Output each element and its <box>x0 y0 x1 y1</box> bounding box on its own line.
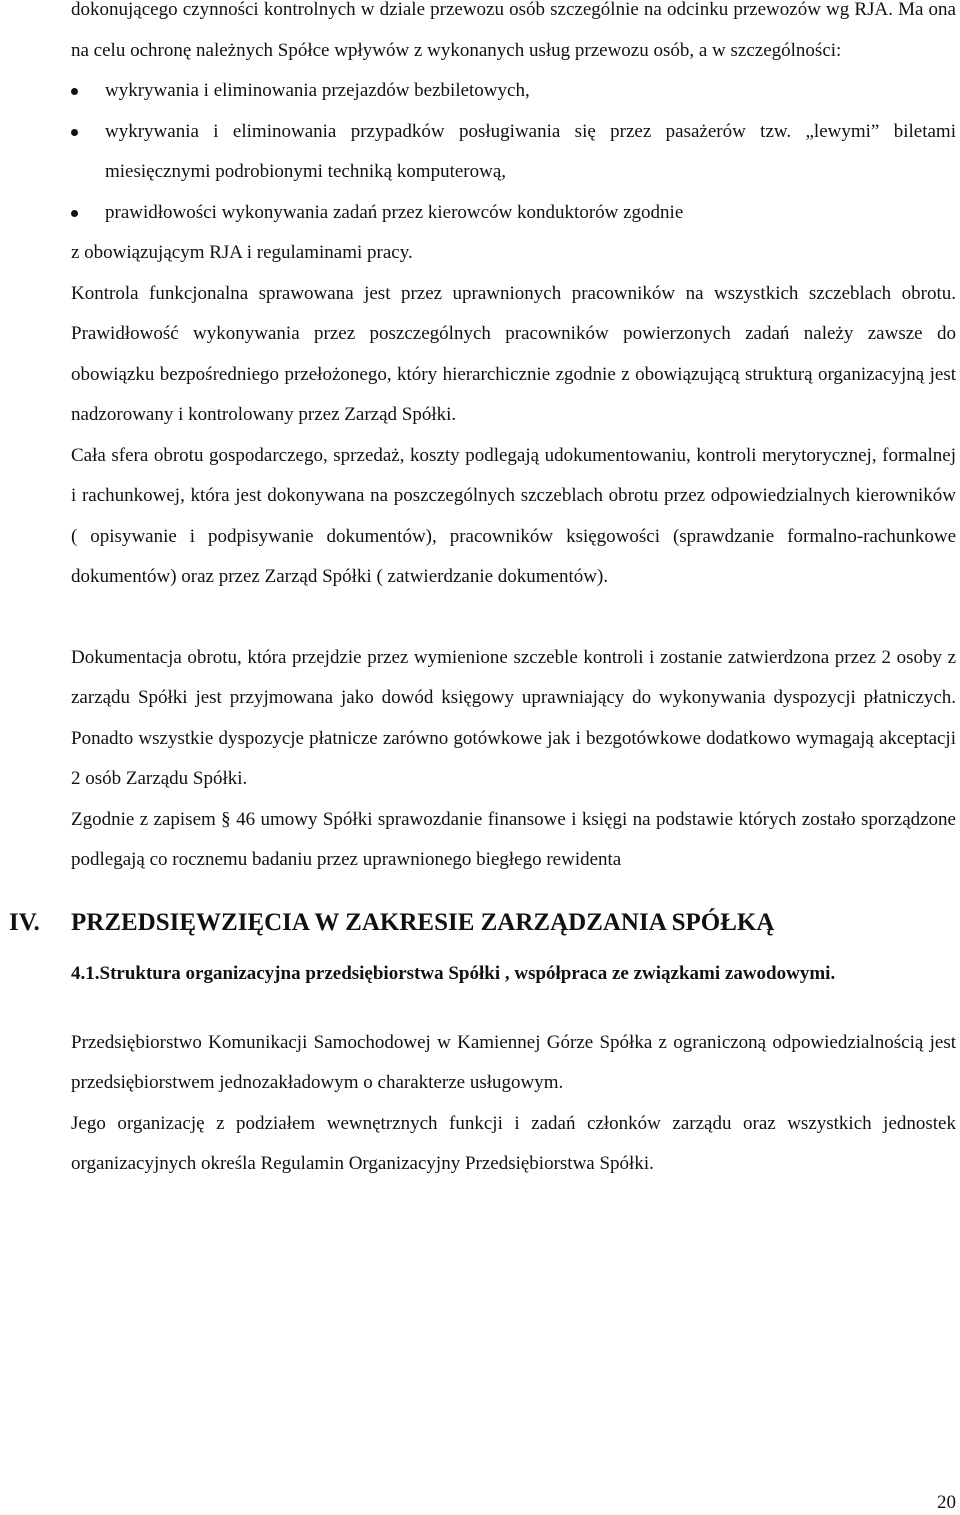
bullet-item <box>71 71 956 112</box>
section-number: IV. <box>9 908 40 936</box>
control-bullet-list <box>71 71 956 274</box>
page-number: 20 <box>937 1492 956 1513</box>
bullet-dot-icon <box>71 88 78 95</box>
bullet-text: prawidłowości wykonywania zadań przez kierowców konduktorów zgodnie <box>105 201 684 223</box>
spacer <box>71 598 956 638</box>
bullet-dot-icon <box>71 210 78 217</box>
bullet-continuation <box>71 233 956 274</box>
paragraph-audit: Zgodnie z zapisem § 46 umowy Spółki sprawozdanie finansowe i księgi na podstawie których zostało sporządzone podlegają co rocznemu badaniu przez uprawnionego biegłego rewidenta <box>71 808 956 870</box>
bullet-text: z obowiązującym RJA i regulaminami pracy. <box>71 242 413 263</box>
paragraph-economic-sphere: Cała sfera obrotu gospodarczego, sprzedaż, koszty podlegają udokumentowaniu, kontroli merytorycznej, formalnej i rachunkowej, która jest dokonywana na poszczególnych szczeblach obrotu przez odpowiedzialnych kierowników ( opisywanie i podpisywanie dokumentów), pracowników księgowości (sprawdzanie formalno-rachunkowe dokumentów) oraz przez Zarząd Spółki ( zatwierdzanie dokumentów). <box>71 444 956 587</box>
section-heading <box>9 903 956 943</box>
paragraph-functional-control: Kontrola funkcjonalna sprawowana jest przez uprawnionych pracowników na wszystkich szczeblach obrotu. Prawidłowość wykonywania przez poszczególnych pracowników powierzonych zadań należy zawsze do obowiązku bezpośredniego przełożonego, który hierarchicznie zgodnie z obowiązującą strukturą organizacyjną jest nadzorowany i kontrolowany przez Zarząd Spółki. <box>71 282 956 425</box>
section-title: PRZEDSIĘWZIĘCIA W ZAKRESIE ZARZĄDZANIA SPÓŁKĄ <box>71 908 775 936</box>
spacer <box>71 987 956 1023</box>
bullet-item <box>71 112 956 193</box>
bullet-text: wykrywania i eliminowania przejazdów bezbiletowych, <box>105 80 530 101</box>
paragraph-documentation: Dokumentacja obrotu, która przejdzie przez wymienione szczeble kontroli i zostanie zatwierdzona przez 2 osoby z zarządu Spółki jest przyjmowana jako dowód księgowy uprawniający do wykonywania dyspozycji płatniczych. Ponadto wszystkie dyspozycje płatnicze zarówno gotówkowe jak i bezgotówkowe dodatkowo wymagają akceptacji 2 osób Zarządu Spółki. <box>71 646 956 789</box>
spacer <box>71 881 956 903</box>
paragraph-control-intro: dokonującego czynności kontrolnych w dziale przewozu osób szczególnie na odcinku przewozów wg RJA. Ma ona na celu ochronę należnych Spółce wpływów z wykonanych usług przewozu osób, a w szczególności: <box>71 0 956 61</box>
bullet-text: wykrywania i eliminowania przypadków posługiwania się przez pasażerów tzw. „lewymi” biletami miesięcznymi podrobionymi techniką komputerową, <box>105 120 956 182</box>
paragraph-company-description: Przedsiębiorstwo Komunikacji Samochodowej w Kamiennej Górze Spółka z ograniczoną odpowiedzialnością jest przedsiębiorstwem jednozakładowym o charakterze usługowym. <box>71 1031 956 1093</box>
subsection-title: 4.1.Struktura organizacyjna przedsiębiorstwa Spółki , współpraca ze związkami zawodowymi. <box>71 962 836 984</box>
spacer <box>71 943 956 961</box>
document-page <box>9 0 956 1185</box>
bullet-dot-icon <box>71 129 78 136</box>
paragraph-organization: Jego organizację z podziałem wewnętrznych funkcji i zadań członków zarządu oraz wszystkich jednostek organizacyjnych określa Regulamin Organizacyjny Przedsiębiorstwa Spółki. <box>71 1112 956 1174</box>
bullet-item <box>71 193 956 234</box>
